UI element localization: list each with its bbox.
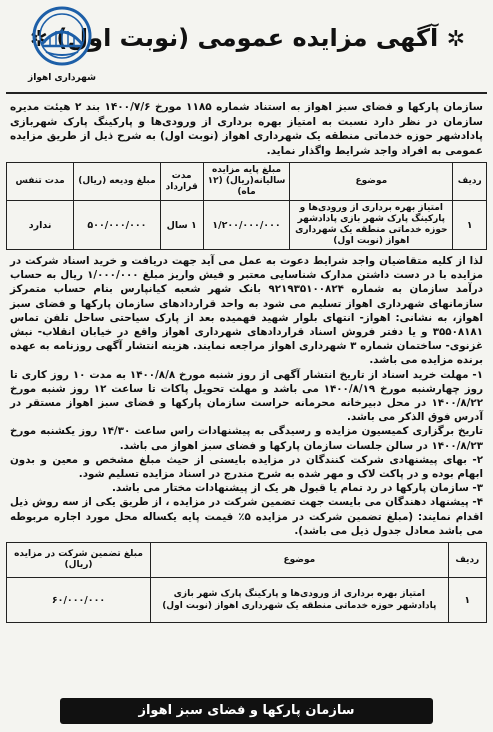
body-paragraph: ۱- مهلت خرید اسناد از تاریخ انتشار آگهی از روز شنبه مورخ ۱۴۰۰/۸/۸ به مدت ۱۰ روز کاری تا روز چهارشنبه مورخ ۱۴۰۰/۸/۱۹ می باشد و مهلت تحویل پاکات تا ساعت ۱۲ روز شنبه مورخ ۱۴۰۰/۸/۲۲ در محل دبیرخانه محرمانه حراست سازمان پارکها و فضای سبز اهواز مستقر در آدرس فوق الذکر می باشد. xyxy=(10,368,484,424)
table-cell: ۱ xyxy=(453,201,487,250)
table-row xyxy=(7,578,487,623)
column-header: موضوع xyxy=(151,543,449,578)
column-header: مدت تنفس xyxy=(7,163,74,201)
bridge-emblem-icon xyxy=(29,6,92,68)
column-header: مدت قرارداد xyxy=(160,163,203,201)
column-header: ردیف xyxy=(448,543,486,578)
table-cell: ۶۰/۰۰۰/۰۰۰ xyxy=(7,578,151,623)
table-cell: ۱/۲۰۰/۰۰۰/۰۰۰ xyxy=(203,201,289,250)
table-cell: ۱ سال xyxy=(160,201,203,250)
column-header: موضوع xyxy=(290,163,453,201)
table-cell: ۵۰۰/۰۰۰/۰۰۰ xyxy=(74,201,160,250)
table-cell: ندارد xyxy=(7,201,74,250)
body-paragraph: ۲- بهای پیشنهادی شرکت کنندگان در مزایده بایستی از حیث مبلغ مشخص و معین و بدون ابهام بوده و در پاکت لاک و مهر شده به شرح مندرج در اسناد مزایده تسلیم شود. xyxy=(10,453,483,481)
notice-header xyxy=(6,0,487,94)
auction-items-table xyxy=(6,162,487,250)
star-icon: ✲ xyxy=(29,27,48,52)
body-paragraph: لذا از کلیه متقاضیان واجد شرایط دعوت به عمل می آید جهت دریافت و خرید اسناد شرکت در مزایده با در دست داشتن مدارک شناسایی معتبر و فیش واریز مبلغ ۱/۰۰۰/۰۰۰ ریال به حساب درآمد سازمان به شماره ۹۲۱۹۳۵۱۰۰۸۲۴ بانک شهر شعبه کیانپارس بنام حساب متمرکز سازمانهای شهرداری اهواز تسلیم می شود به واحد قراردادهای سازمان پارکها و فضای سبز اهواز، به نشانی: اهواز- انتهای بلوار شهید فهمیده بعد از پارک سیاحتی ساحل تلفن تماس ۳۵۵۰۸۱۸۱ و یا دفتر فروش اسناد قراردادهای شهرداری اهواز واقع در خیابان انقلاب- نبش غزنوی- ساختمان شماره ۳ شهرداری اهواز مراجعه نمایند. هزینه انتشار آگهی روزنامه به عهده برنده مزایده می باشد. xyxy=(10,255,484,367)
intro-paragraph: سازمان پارکها و فضای سبز اهواز به استناد شماره ۱۱۸۵ مورخ ۱۴۰۰/۷/۶ بند ۲ هیئت مدیره سازمان در نظر دارد نسبت به امتیاز بهره برداری از ورودی‌ها و پارکینگ پارک شهربازی پادادشهر حوزه خدماتی منطقه یک شهرداری اهواز (نوبت اول) به شرح ذیل از طریق مزایده عمومی به افراد واجد شرایط واگذار نماید. xyxy=(10,101,483,157)
table-cell: امتیاز بهره برداری از ورودی‌ها و پارکینگ پارک شهر بازی پادادشهر حوزه خدماتی منطقه یک شهرداری اهواز (نوبت اول) xyxy=(290,201,453,250)
guarantee-table xyxy=(6,542,487,623)
body-paragraph: ۳- سازمان پارکها در رد تمام یا قبول هر یک از پیشنهادات مختار می باشد. xyxy=(112,482,483,495)
notice-body xyxy=(10,254,483,538)
table-row xyxy=(7,201,487,250)
municipality-logo xyxy=(20,6,104,88)
title-text: آگهی مزایده عمومی (نوبت اول) xyxy=(56,24,439,52)
column-header: ردیف xyxy=(453,163,487,201)
body-paragraph: تاریخ برگزاری کمیسیون مزایده و رسیدگی به پیشنهادات راس ساعت ۱۴/۳۰ روز یکشنبه مورخ ۱۴۰۰/۸/۲۳ در سالن جلسات سازمان پارکها و فضای سبز اهواز می باشد. xyxy=(10,425,483,452)
column-header: مبلغ ودیعه (ریال) xyxy=(74,163,160,201)
footer-banner: سازمان پارکها و فضای سبز اهواز xyxy=(60,698,433,724)
body-paragraph: ۴- پیشنهاد دهندگان می بایست جهت تضمین شرکت در مزایده ، از طریق یکی از سه روش ذیل اقدام نمایند: (مبلغ تضمین شرکت در مزایده ۵٪ قیمت پایه یکساله محل مورد اجاره مربوطه می باشد معادل جدول ذیل می باشد). xyxy=(10,496,483,537)
table-header-row xyxy=(7,543,487,578)
table-cell: ۱ xyxy=(448,578,486,623)
table-cell: امتیاز بهره برداری از ورودی‌ها و پارکینگ پارک شهر بازی پادادشهر حوزه خدماتی منطقه یک شهرداری اهواز (نوبت اول) xyxy=(151,578,449,623)
column-header: مبلغ تضمین شرکت در مزایده (ریال) xyxy=(7,543,151,578)
logo-caption: شهرداری اهواز xyxy=(28,73,96,83)
star-icon: ✲ xyxy=(446,27,465,52)
column-header: مبلغ پایه مزایده سالیانه(ریال) (۱۲ ماه) xyxy=(203,163,289,201)
table-header-row xyxy=(7,163,487,201)
